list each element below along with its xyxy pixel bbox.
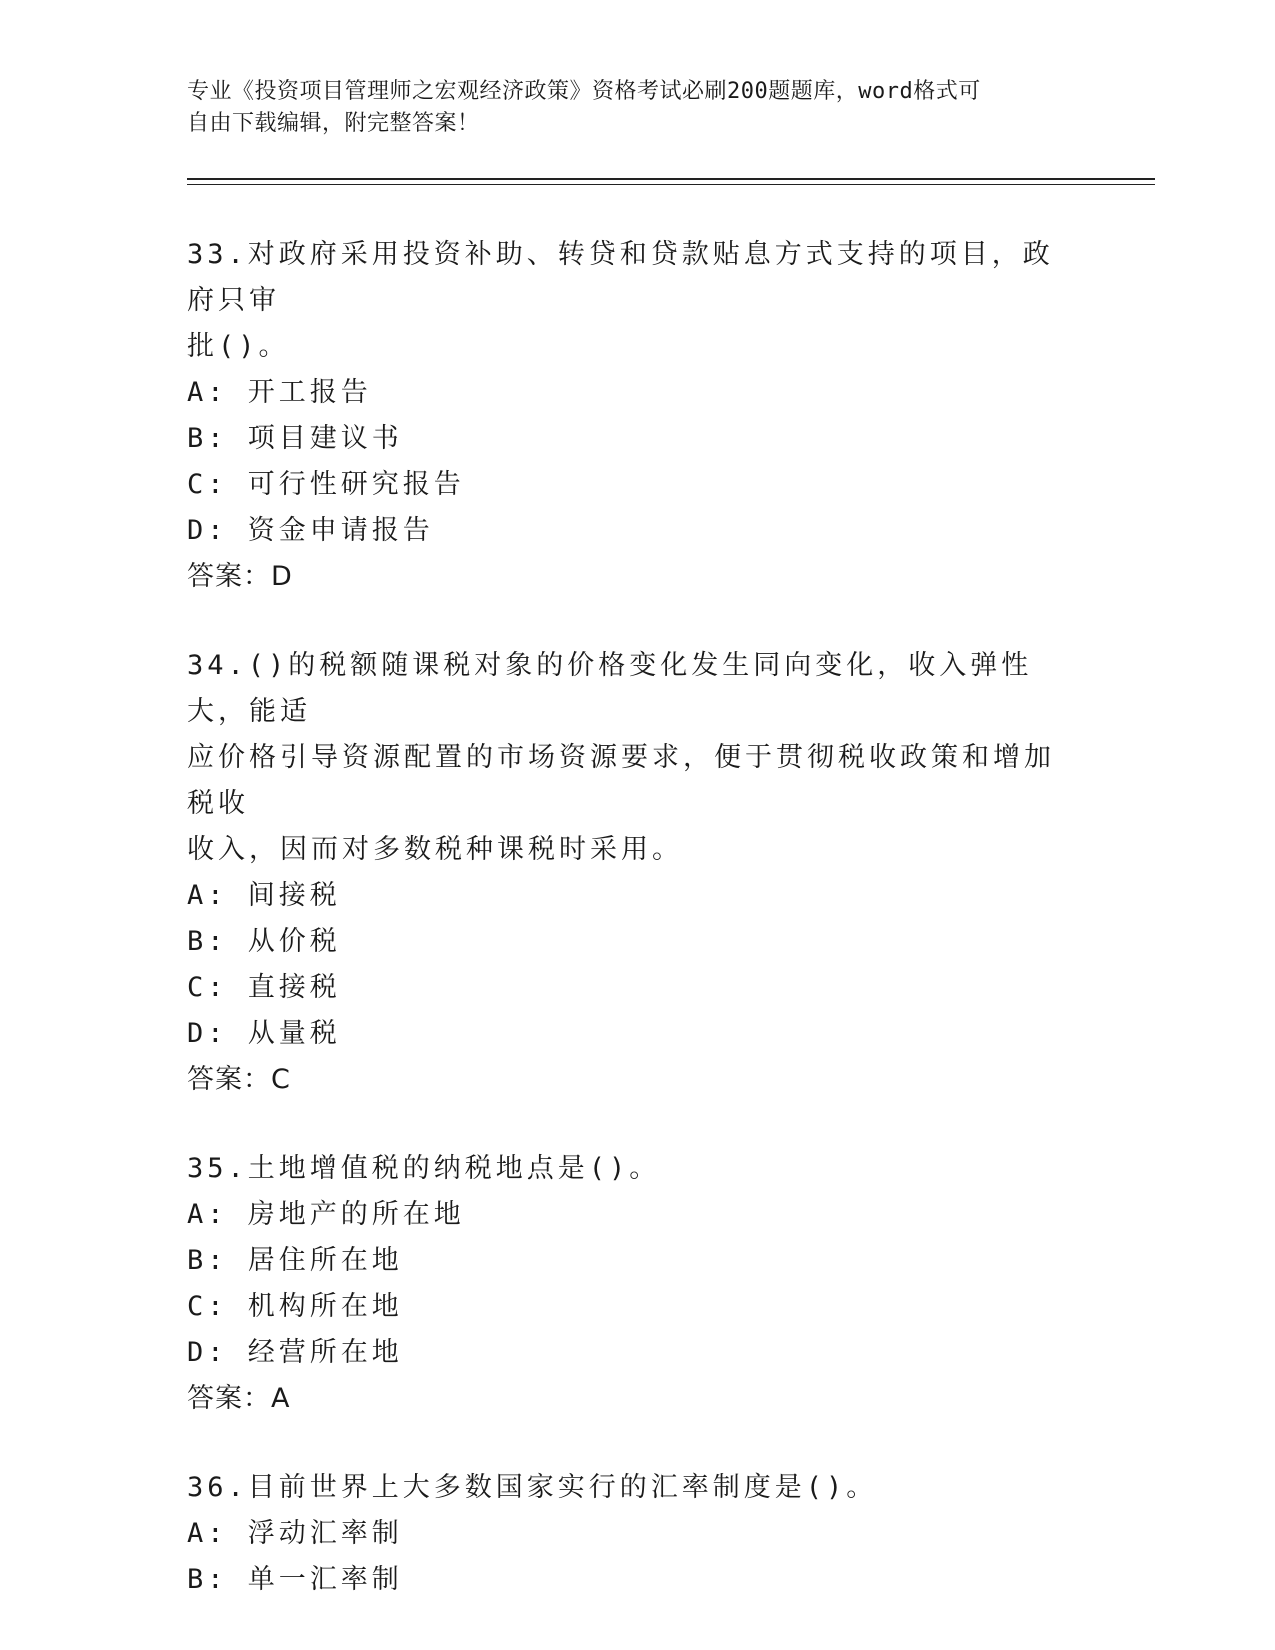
question-stem-line: 36.目前世界上大多数国家实行的汇率制度是()。 <box>187 1472 878 1503</box>
question-stem-line: 应价格引导资源配置的市场资源要求，便于贯彻税收政策和增加税收 <box>187 742 1055 819</box>
option-c: C: 直接税 <box>187 972 341 1003</box>
question-36 <box>187 1465 1067 1603</box>
option-b: B: 单一汇率制 <box>187 1564 403 1595</box>
header-line-1: 专业《投资项目管理师之宏观经济政策》资格考试必刷200题题库，word格式可 <box>187 79 981 104</box>
option-a: A: 开工报告 <box>187 377 372 408</box>
option-d: D: 经营所在地 <box>187 1337 403 1368</box>
header-line-2: 自由下载编辑，附完整答案！ <box>187 111 480 136</box>
option-b: B: 项目建议书 <box>187 423 403 454</box>
question-33 <box>187 232 1067 600</box>
option-d: D: 从量税 <box>187 1018 341 1049</box>
option-c: C: 可行性研究报告 <box>187 469 465 500</box>
question-stem-line: 35.土地增值税的纳税地点是()。 <box>187 1153 661 1184</box>
option-a: A: 浮动汇率制 <box>187 1518 403 1549</box>
option-b: B: 居住所在地 <box>187 1245 403 1276</box>
question-stem-line: 批()。 <box>187 331 290 362</box>
option-d: D: 资金申请报告 <box>187 515 434 546</box>
answer-line: 答案：C <box>187 1064 291 1095</box>
header-divider-thin <box>187 184 1155 185</box>
option-a: A: 间接税 <box>187 880 341 911</box>
question-35 <box>187 1146 1067 1422</box>
answer-line: 答案：A <box>187 1383 291 1414</box>
option-b: B: 从价税 <box>187 926 341 957</box>
answer-line: 答案：D <box>187 561 293 592</box>
question-stem-line: 收入，因而对多数税种课税时采用。 <box>187 834 683 865</box>
question-34 <box>187 643 1067 1103</box>
option-a: A: 房地产的所在地 <box>187 1199 465 1230</box>
question-list <box>187 232 1067 1646</box>
option-c: C: 机构所在地 <box>187 1291 403 1322</box>
question-stem-line: 34.()的税额随课税对象的价格变化发生同向变化，收入弹性大，能适 <box>187 650 1033 727</box>
question-stem-line: 33.对政府采用投资补助、转贷和贷款贴息方式支持的项目，政府只审 <box>187 239 1054 316</box>
header-divider-thick <box>187 178 1155 180</box>
document-header <box>187 76 1067 140</box>
